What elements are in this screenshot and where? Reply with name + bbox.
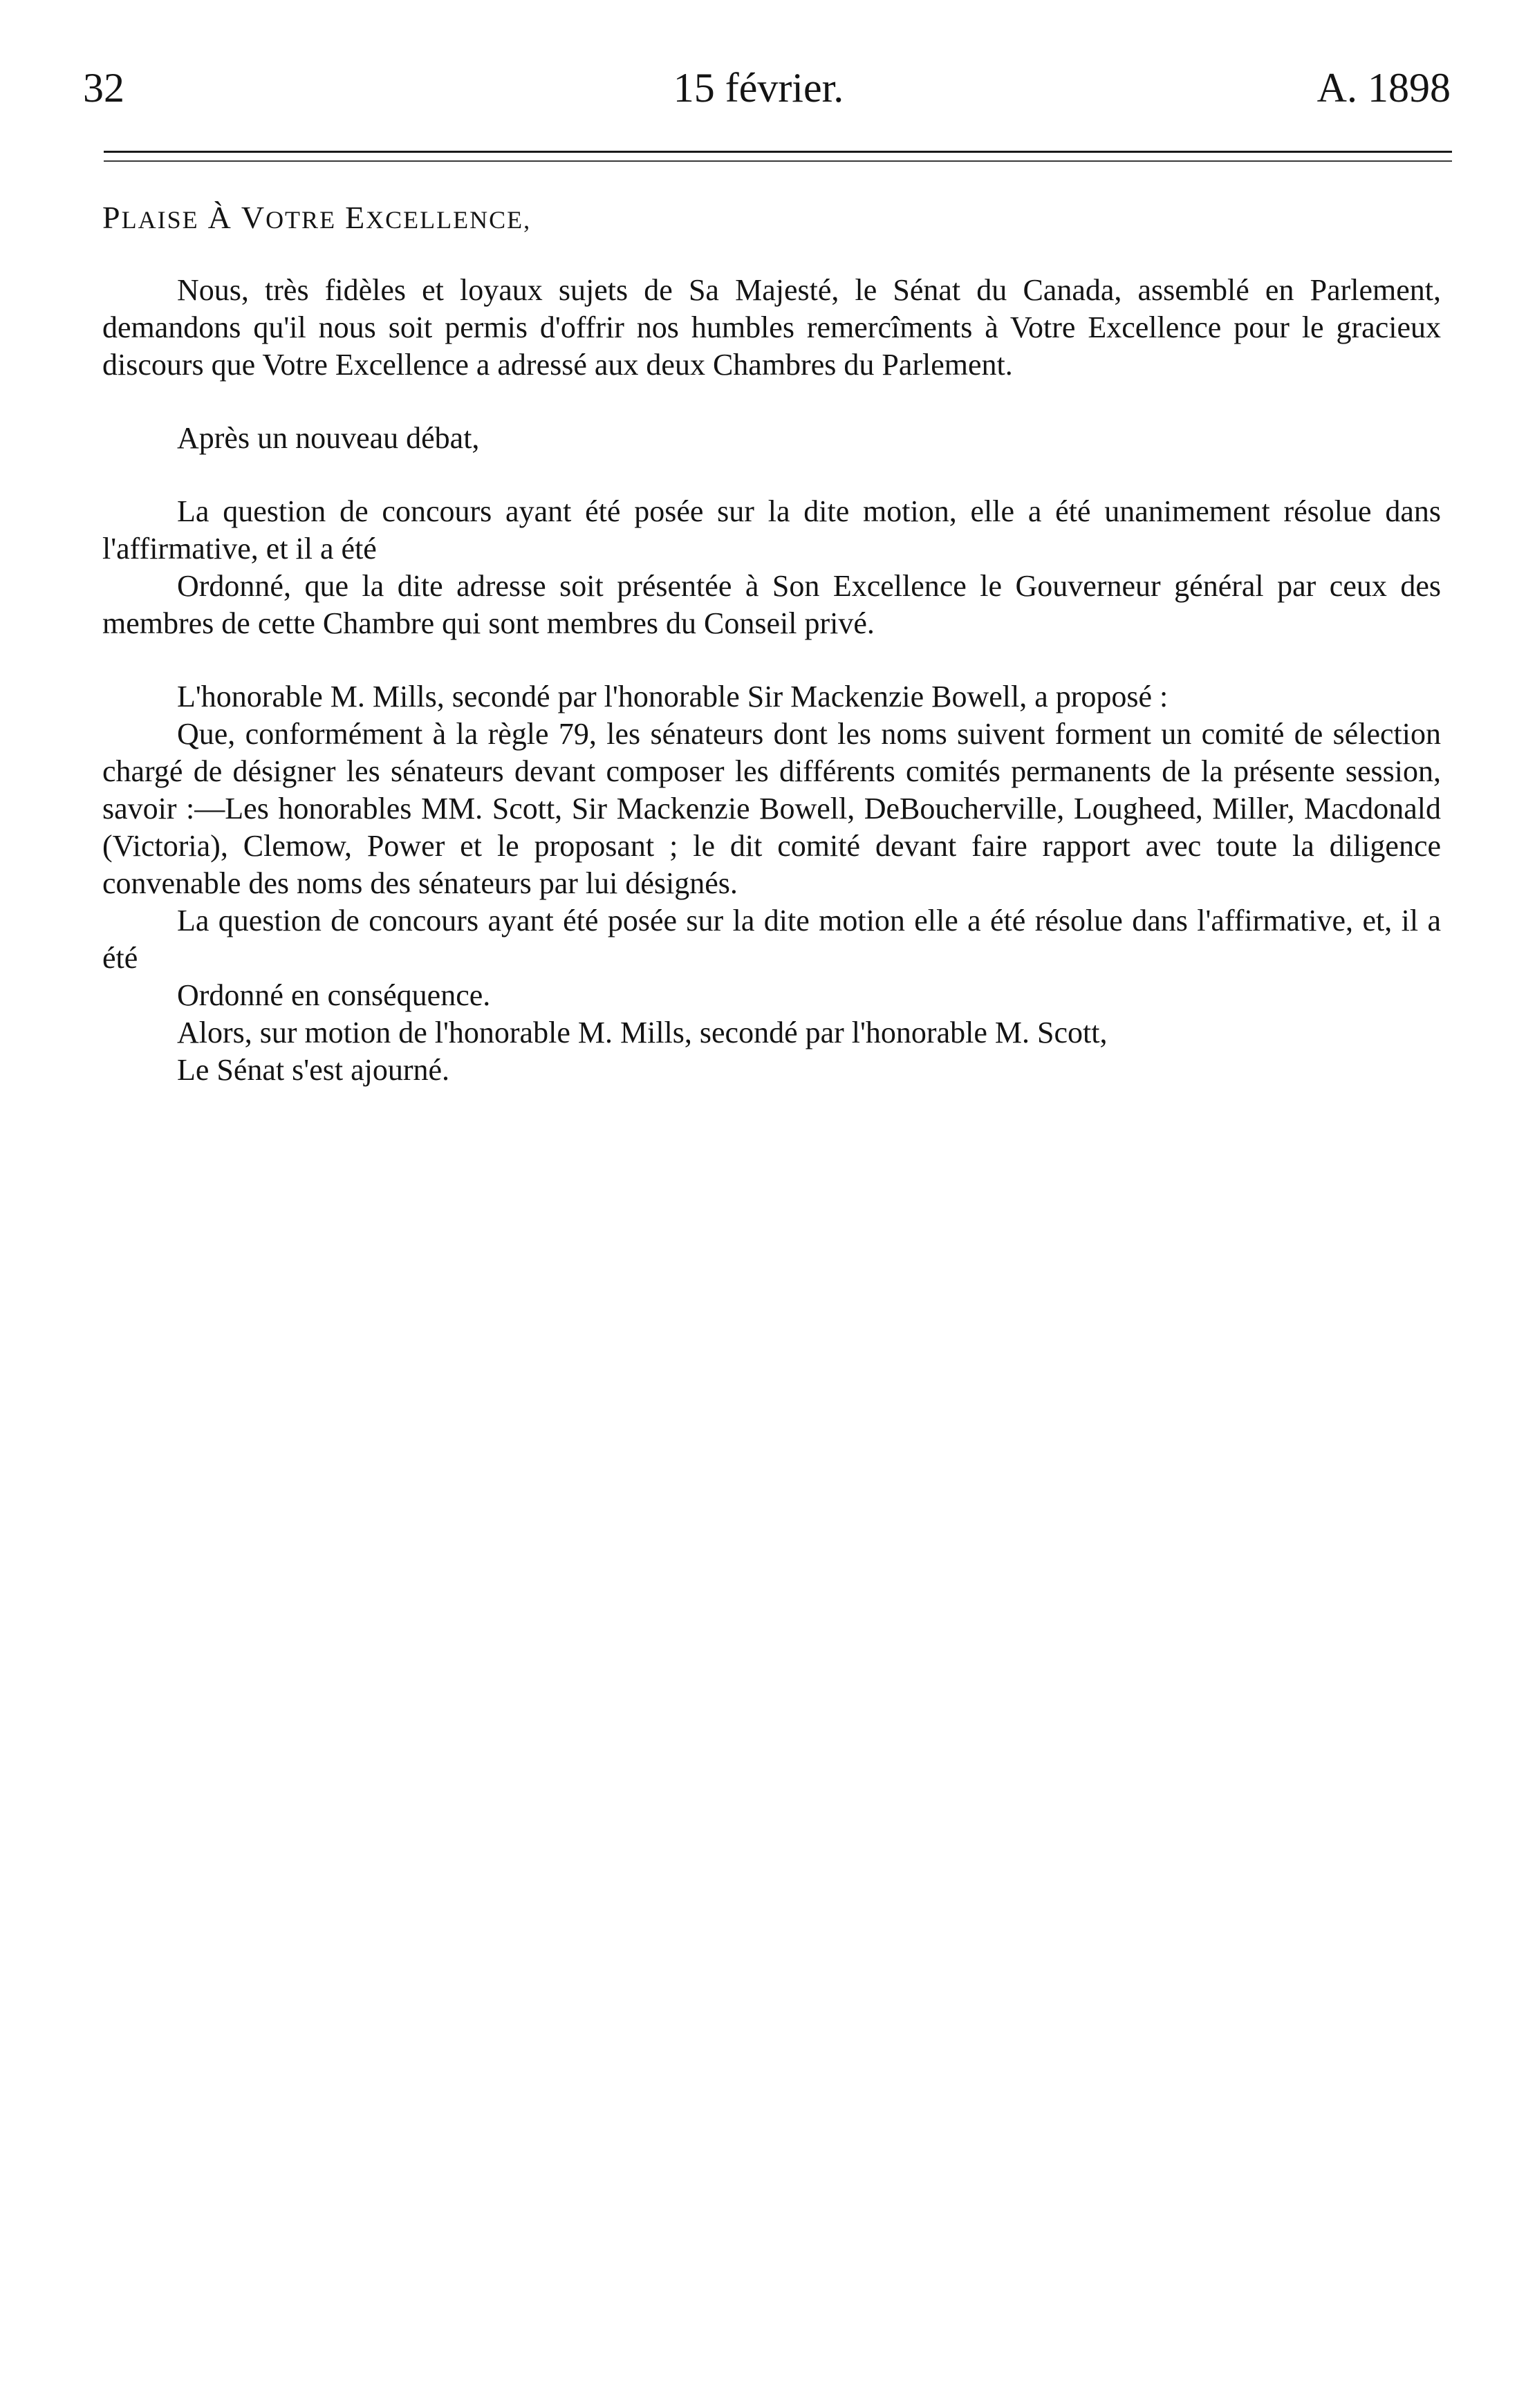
running-header-date: 15 février. [673,65,844,111]
address-paragraph: Nous, très fidèles et loyaux sujets de Sa Majesté, le Sénat du Canada, assemblé en Parlement, demandons qu'il nous soit permis d'offrir nos humbles remercîments à Votre Excellence pour le gracieux discours que Votre Excellence a adressé aux deux Chambres du Parlement. [102,273,1441,382]
question-paragraph-2: La question de concours ayant été posée sur la dite motion elle a été résolue dans l'affirmative, et, il a été [102,904,1441,975]
mills-proposal-paragraph: L'honorable M. Mills, secondé par l'honorable Sir Mackenzie Bowell, a proposé : [177,680,1169,713]
adjourned-paragraph: Le Sénat s'est ajourné. [177,1053,450,1087]
ordered-paragraph-2: Ordonné en conséquence. [177,978,491,1012]
committee-paragraph: Que, conformément à la règle 79, les sénateurs dont les noms suivent forment un comité de sélection chargé de désigner les sénateurs devant composer les différents comités permanents de la présente session, savoir :—Les honorables MM. Scott, Sir Mackenzie Bowell, DeBoucherville, Lougheed, Miller, Macdonald (Victoria), Clemow, Power et le proposant ; le dit comité devant faire rapport avec toute la diligence convenable des noms des sénateurs par lui désignés. [102,717,1441,900]
salutation: PLAISE À VOTRE EXCELLENCE, [102,200,532,235]
page-number: 32 [83,65,124,111]
question-paragraph-1: La question de concours ayant été posée sur la dite motion, elle a été unanimement résolue dans l'affirmative, et il a été [102,494,1441,566]
body-text [102,199,1441,1089]
adjourn-motion-paragraph: Alors, sur motion de l'honorable M. Mills, secondé par l'honorable M. Scott, [177,1016,1108,1049]
header-rule-top [104,151,1452,153]
running-header-year: A. 1898 [1316,65,1451,111]
header-rule-bottom [104,160,1452,162]
ordered-paragraph-1: Ordonné, que la dite adresse soit présentée à Son Excellence le Gouverneur général par ceux des membres de cette Chambre qui sont membres du Conseil privé. [102,569,1441,640]
debate-paragraph: Après un nouveau débat, [177,421,480,455]
